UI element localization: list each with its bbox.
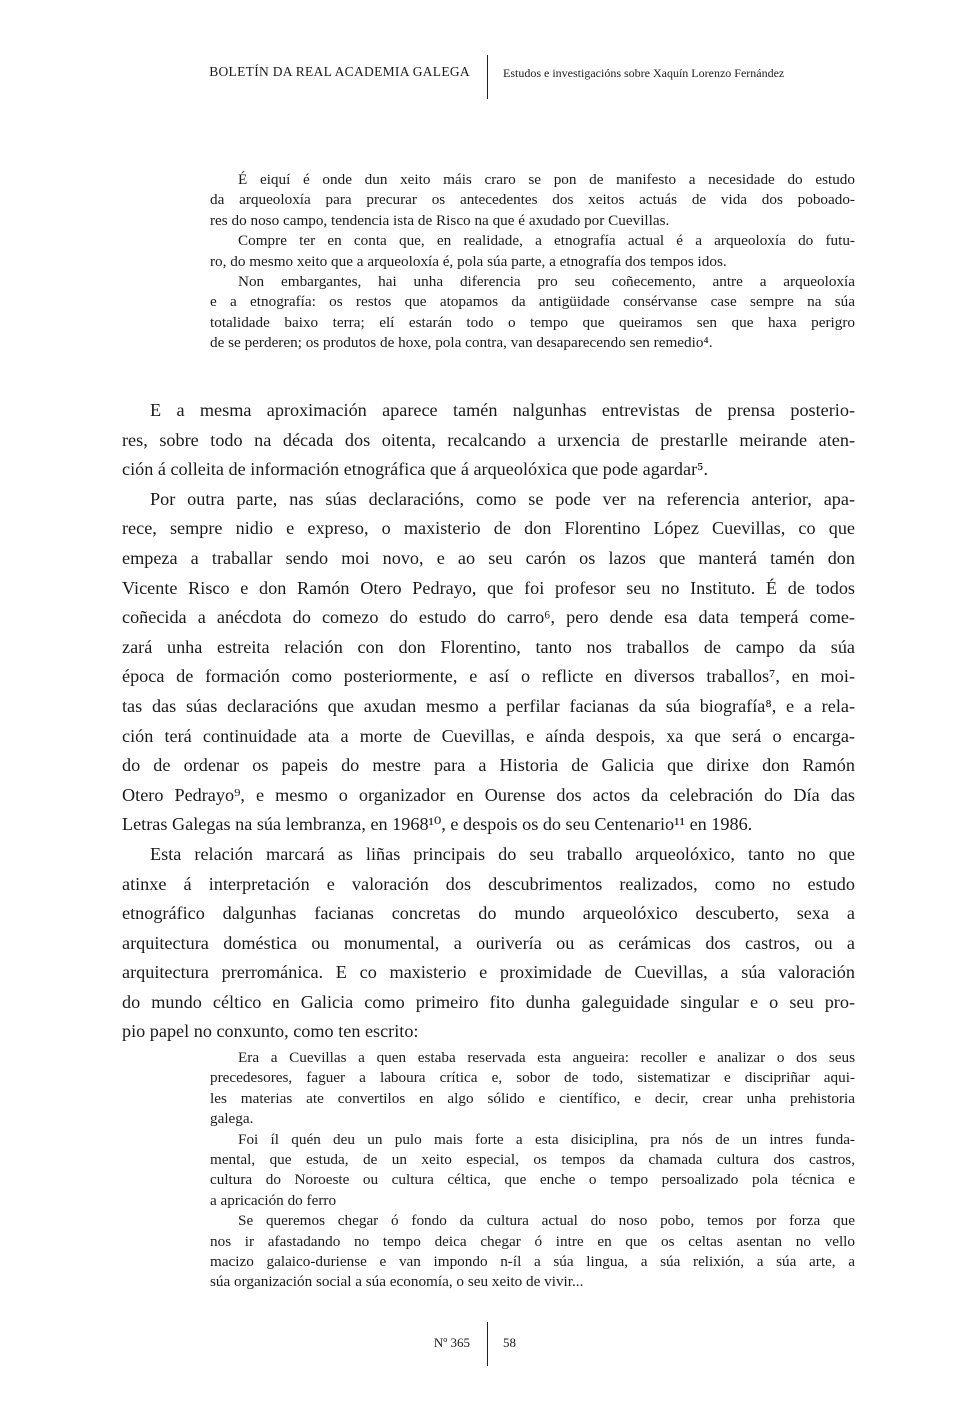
text-line: Era a Cuevillas a quen estaba reservada esta angueira: recoller e analizar o dos seus bbox=[238, 1049, 855, 1066]
block-quote-2 bbox=[210, 1048, 855, 1293]
text-line: nos ir afastadando no tempo deica chegar ó intre en que os celtas asentan no vello bbox=[210, 1232, 855, 1250]
paragraph bbox=[210, 170, 855, 231]
text-line: etnográfico dalgunhas facianas concretas do mundo arqueolóxico descuberto, sexa a bbox=[122, 903, 855, 924]
text-line: arquitectura prerrománica. E co maxisterio e proximidade de Cuevillas, a súa valoración bbox=[122, 962, 855, 983]
text-line: Esta relación marcará as liñas principais do seu traballo arqueolóxico, tanto no que bbox=[150, 843, 855, 864]
text-line: época de formación como posteriormente, e así o reflicte en diversos traballos⁷, en moi- bbox=[122, 666, 855, 687]
text-line: da arqueoloxía para precurar os antecedentes dos xeitos actuás de vida dos poboado- bbox=[210, 191, 855, 209]
issue-number: Nº 365 bbox=[433, 1335, 470, 1350]
section-title: Estudos e investigacións sobre Xaquín Lorenzo Fernández bbox=[503, 66, 785, 80]
text-line: Se queremos chegar ó fondo da cultura actual do noso pobo, temos por forza que bbox=[238, 1212, 855, 1230]
text-line: súa organización social a súa economía, o seu xeito de vivir... bbox=[210, 1273, 584, 1291]
text-line: do mundo céltico en Galicia como primeiro fito dunha galeguidade singular e o seu pro- bbox=[122, 991, 855, 1012]
text-line: arquitectura doméstica ou monumental, a ourivería ou as cerámicas dos castros, ou a bbox=[122, 932, 855, 953]
text-line: precedesores, faguer a laboura crítica e, sobor de todo, sistematizar e discipriñar aqui- bbox=[210, 1069, 855, 1087]
text-line: do de ordenar os papeis do mestre para a Historia de Galicia que dirixe don Ramón bbox=[122, 755, 855, 776]
text-line: tas das súas declaracións que axudan mesmo a perfilar facianas da súa biografía⁸, e a rela- bbox=[122, 695, 855, 716]
text-line: macizo galaico-duriense e van impondo n-íl a súa lingua, a súa relixión, a súa arte, a bbox=[210, 1252, 855, 1270]
text-line: rece, sempre nidio e expreso, o maxisterio de don Florentino López Cuevillas, co que bbox=[122, 518, 855, 539]
text-line: Letras Galegas na súa lembranza, en 1968¹⁰, e despois os do seu Centenario¹¹ en 1986. bbox=[122, 814, 753, 835]
text-line: a apricación do ferro bbox=[210, 1191, 337, 1209]
text-line: Compre ter en conta que, en realidade, a etnografía actual é a arqueoloxía do futu- bbox=[238, 232, 855, 250]
text-line: res do noso campo, tendencia ista de Risco na que é axudado por Cuevillas. bbox=[210, 211, 670, 229]
text-line: Non embargantes, hai unha diferencia pro seu coñecemento, antre a arqueoloxía bbox=[238, 272, 855, 290]
body-text bbox=[122, 396, 855, 1047]
text-line: ro, do mesmo xeito que a arqueoloxía é, pola súa parte, a etnografía dos tempos idos. bbox=[210, 252, 727, 270]
footer-divider bbox=[487, 1322, 488, 1366]
text-line: Foi íl quén deu un pulo mais forte a esta disiciplina, pra nós de un intres funda- bbox=[238, 1130, 855, 1148]
journal-title: BOLETÍN DA REAL ACADEMIA GALEGA bbox=[209, 64, 470, 79]
text-line: les materias ate convertilos en algo sólido e científico, e decir, crear unha prehistoria bbox=[210, 1089, 855, 1107]
text-line: totalidade baixo terra; elí estarán todo o tempo que queiramos sen que haxa perigro bbox=[210, 313, 855, 331]
text-line: ción terá continuidade ata a morte de Cuevillas, e aínda despois, xa que será o encarga- bbox=[122, 725, 855, 746]
paragraph bbox=[122, 485, 855, 840]
text-line: res, sobre todo na década dos oitenta, recalcando a urxencia de prestarlle meirande aten- bbox=[122, 429, 855, 450]
page-number: 58 bbox=[503, 1335, 516, 1350]
paragraph bbox=[122, 840, 855, 1047]
paragraph bbox=[210, 1130, 855, 1212]
paragraph bbox=[210, 1211, 855, 1293]
text-line: Vicente Risco e don Ramón Otero Pedrayo, que foi profesor seu no Instituto. É de todos bbox=[122, 577, 855, 598]
text-line: atinxe á interpretación e valoración dos descubrimentos realizados, como no estudo bbox=[122, 873, 855, 894]
text-line: E a mesma aproximación aparece tamén nalgunhas entrevistas de prensa posterio- bbox=[150, 400, 855, 420]
text-line: mental, que estuda, de un xeito especial, os tempos da chamada cultura dos castros, bbox=[210, 1150, 855, 1168]
paragraph bbox=[122, 396, 855, 485]
text-line: coñecida a anécdota do comezo do estudo do carro⁶, pero dende esa data temperá come- bbox=[122, 607, 855, 628]
paragraph bbox=[210, 272, 855, 354]
block-quote-1 bbox=[210, 170, 855, 354]
header-divider bbox=[487, 55, 488, 99]
text-line: galega. bbox=[210, 1110, 254, 1128]
text-line: É eiquí é onde dun xeito máis craro se pon de manifesto a necesidade do estudo bbox=[238, 171, 855, 188]
text-line: cultura do Noroeste ou cultura céltica, que enche o tempo persoalizado pola técnica e bbox=[210, 1171, 855, 1189]
text-line: Por outra parte, nas súas declaracións, como se pode ver na referencia anterior, apa- bbox=[150, 488, 855, 509]
text-line: empeza a traballar sendo moi novo, e ao seu carón os lazos que manterá tamén don bbox=[122, 547, 855, 568]
paragraph bbox=[210, 1048, 855, 1130]
text-line: zará unha estreita relación con don Florentino, tanto nos traballos de campo da súa bbox=[122, 636, 855, 657]
text-line: e a etnografía: os restos que atopamos da antigüidade consérvanse case sempre na súa bbox=[210, 293, 855, 311]
paragraph bbox=[210, 231, 855, 272]
text-line: de se perderen; os produtos de hoxe, pola contra, van desaparecendo sen remedio⁴. bbox=[210, 334, 713, 352]
text-line: pio papel no conxunto, como ten escrito: bbox=[122, 1021, 419, 1042]
text-line: ción á colleita de información etnográfica que á arqueolóxica que pode agardar⁵. bbox=[122, 459, 709, 480]
text-line: Otero Pedrayo⁹, e mesmo o organizador en Ourense dos actos da celebración do Día das bbox=[122, 784, 855, 805]
